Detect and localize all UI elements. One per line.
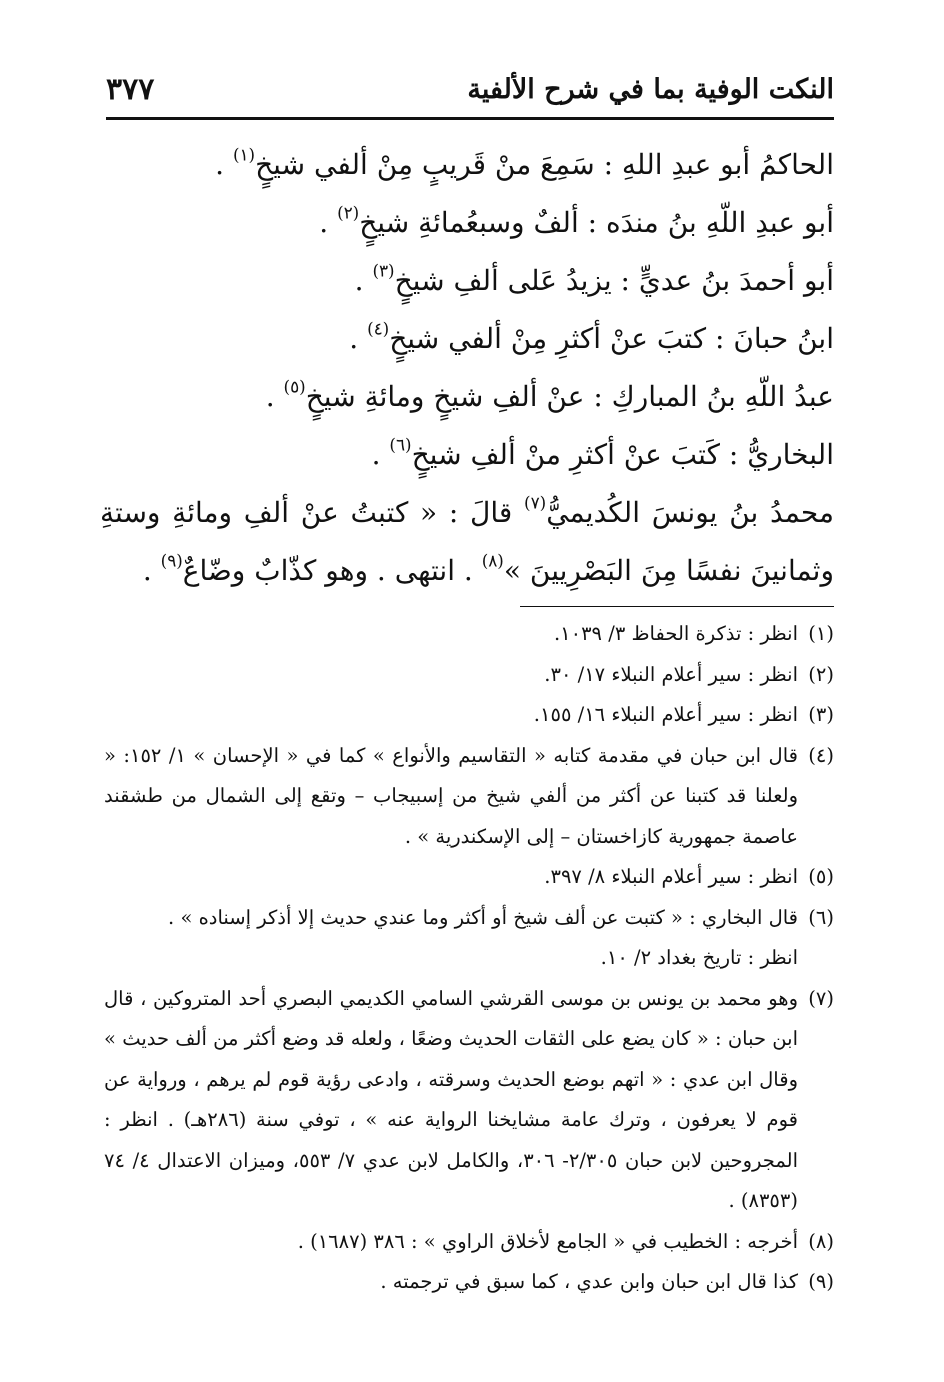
line-text: الحاكمُ أبو عبدِ اللهِ : سَمِعَ منْ قَريبٍ مِنْ ألفي شيخٍ — [255, 148, 834, 181]
footnote-separator — [520, 606, 834, 607]
footnote-text: قال البخاري : « كتبت عن ألف شيخ أو أكثر وما عندي حديث إلا أذكر إسناده » . — [168, 905, 798, 929]
line-end: . — [354, 264, 373, 297]
footnote-text: انظر : سير أعلام النبلاء ٨/ ٣٩٧. — [544, 865, 798, 888]
footnote-text: أخرجه : الخطيب في « الجامع لأخلاق الراوي » : ٣٨٦ (١٦٨٧) . — [297, 1229, 798, 1253]
line-text: أبو أحمدَ بنُ عديٍّ : يزيدُ عَلى ألفِ شيخٍ — [394, 264, 834, 297]
para-text: محمدُ بنُ يونسَ الكُديميُّ — [546, 496, 834, 529]
footnote-number: (٧) — [808, 986, 834, 1010]
line-text: ابنُ حبانَ : كتبَ عنْ أكثرِ مِنْ ألفي شيخٍ — [389, 322, 834, 355]
footnote-number: (٢) — [808, 662, 834, 686]
footnote-number: (٨) — [808, 1229, 834, 1253]
footnote-ref: (٣) — [372, 260, 395, 281]
text-line — [100, 194, 834, 252]
header-rule — [106, 117, 834, 120]
text-line — [100, 136, 834, 194]
footnote-4 — [104, 736, 834, 858]
footnote-ref: (٥) — [283, 376, 306, 397]
para-text: . — [142, 554, 161, 587]
text-line — [100, 310, 834, 368]
footnote-number: (٥) — [808, 865, 834, 888]
footnote-text: وهو محمد بن يونس بن موسى القرشي السامي الكديمي البصري أحد المتروكين ، قال ابن حبان : « كان يضع على الثقات الحديث وضعًا ، ولعله قد وضع أكثر من ألف حديث » وقال ابن عدي : « اتهم بوضع الحديث وسرقته ، وادعى رؤية قوم لم يرهم ، ورواية عن قوم لا يعرفون ، وترك عامة مشايخنا الرواية عنه » ، توفي سنة (٢٨٦هـ) . انظر : المجروحين لابن حبان ٢/٣٠٥- ٣٠٦، والكامل لابن عدي ٧/ ٥٥٣، وميزان الاعتدال ٤/ ٧٤ (٨٣٥٣) . — [104, 986, 798, 1212]
footnote-ref: (١) — [232, 144, 256, 165]
footnote-2 — [104, 655, 834, 696]
line-end: . — [215, 148, 233, 181]
footnote-3 — [104, 695, 834, 736]
text-line — [100, 252, 834, 310]
para-text: قالَ : « كتبتُ عنْ ألفِ ومائةِ وستةِ وثمانينَ نفسًا مِنَ البَصْرِيينَ » — [100, 496, 834, 587]
footnote-7 — [104, 979, 834, 1222]
line-end: . — [319, 206, 338, 239]
footnote-text: كذا قال ابن حبان وابن عدي ، كما سبق في ترجمته . — [380, 1270, 798, 1293]
footnotes — [104, 614, 834, 1303]
footnote-1 — [104, 614, 834, 655]
header-title: النكت الوفية بما في شرح الألفية — [467, 74, 834, 105]
footnote-9 — [104, 1262, 834, 1303]
page-number: ٣٧٧ — [106, 72, 155, 107]
footnote-ref: (٤) — [367, 318, 390, 339]
footnote-text: انظر : سير أعلام النبلاء ١٧/ ٣٠. — [544, 662, 798, 686]
footnote-number: (٤) — [808, 743, 834, 767]
footnote-text: قال ابن حبان في مقدمة كتابه « التقاسيم والأنواع » كما في « الإحسان » ١/ ١٥٢: « ولعلنا قد كتبنا عن أكثر من ألفي شيخ من إسبيجاب – وتقع إلى الشمال من طشقند عاصمة جمهورية كازاخستان – إلى الإسكندرية » . — [104, 743, 798, 848]
footnote-6-continuation: انظر : تاريخ بغداد ٢/ ١٠. — [600, 946, 798, 969]
footnote-ref: (٦) — [389, 434, 412, 455]
line-end: . — [265, 380, 284, 413]
line-text: أبو عبدِ اللّهِ بنُ مندَه : ألفٌ وسبعُمائةِ شيخٍ — [359, 206, 834, 239]
footnote-8 — [104, 1222, 834, 1263]
line-end: . — [349, 322, 368, 355]
footnote-number: (٣) — [808, 703, 834, 726]
line-end: . — [371, 438, 390, 471]
running-header — [106, 64, 834, 116]
footnote-number: (٦) — [808, 905, 834, 929]
footnote-text: انظر : سير أعلام النبلاء ١٦/ ١٥٥. — [533, 703, 798, 726]
footnote-ref: (٩) — [160, 550, 183, 571]
para-text: . انتهى . وهو كذّابٌ وضّاعٌ — [182, 554, 482, 587]
paragraph-kudaymi — [100, 484, 834, 600]
footnote-number: (٩) — [808, 1270, 834, 1293]
text-line — [100, 368, 834, 426]
line-text: عبدُ اللّهِ بنُ المباركِ : عنْ ألفِ شيخٍ ومائةِ شيخٍ — [305, 380, 834, 413]
main-text — [100, 136, 834, 600]
footnote-number: (١) — [808, 622, 834, 645]
footnote-ref: (٢) — [337, 202, 360, 223]
footnote-5 — [104, 857, 834, 898]
line-text: البخاريُّ : كَتبَ عنْ أكثرِ منْ ألفِ شيخٍ — [411, 438, 834, 471]
footnote-ref: (٧) — [524, 492, 547, 513]
footnote-6 — [104, 898, 834, 939]
footnote-text: انظر : تذكرة الحفاظ ٣/ ١٠٣٩. — [553, 622, 798, 645]
text-line — [100, 426, 834, 484]
footnote-ref: (٨) — [481, 550, 504, 571]
